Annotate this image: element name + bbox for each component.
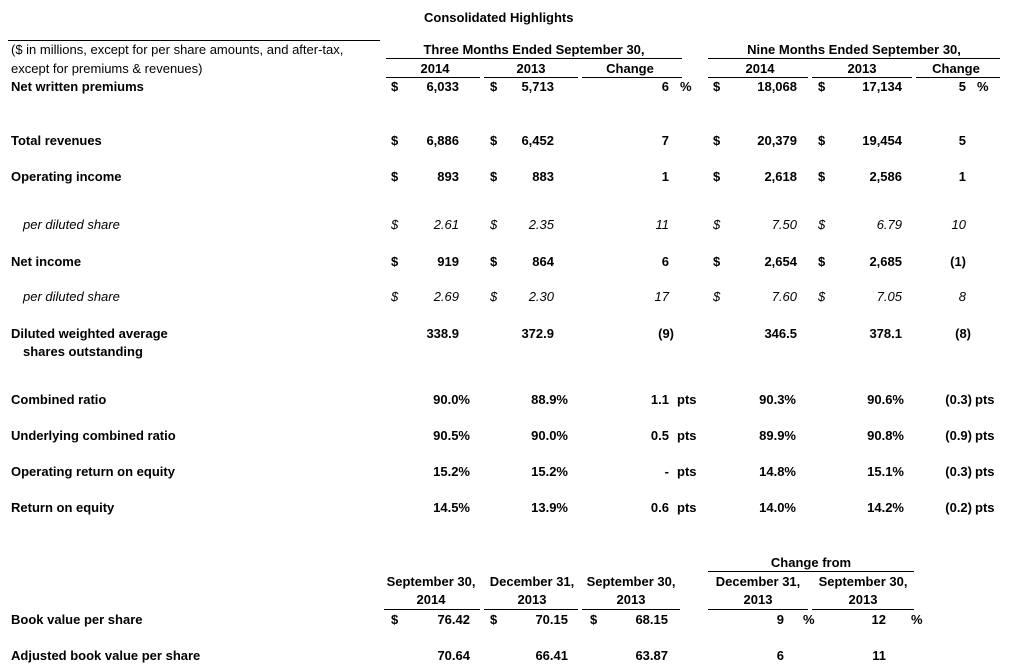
dollar-sign: $ bbox=[818, 169, 826, 184]
dollar-sign: $ bbox=[490, 254, 498, 269]
q-change-value: 11 bbox=[655, 217, 669, 232]
q-change-header: Change bbox=[606, 61, 654, 76]
dollar-sign: $ bbox=[391, 289, 399, 304]
n2014-value: 7.50 bbox=[771, 217, 797, 232]
bv-col2-value: 66.41 bbox=[535, 648, 568, 663]
bv-col5-header: September 30, bbox=[818, 574, 908, 589]
bv-col1-value: 70.64 bbox=[437, 648, 470, 663]
units-note-line2: except for premiums & revenues) bbox=[11, 61, 203, 76]
n2014-value: 20,379 bbox=[757, 133, 797, 148]
bv-col2-header: December 31, bbox=[489, 574, 575, 589]
n-change-value: (0.9) bbox=[945, 428, 972, 443]
bv-col4-year: 2013 bbox=[743, 592, 773, 607]
q2014-value: 2.61 bbox=[433, 217, 459, 232]
dollar-sign: $ bbox=[490, 612, 498, 627]
nine-months-rule bbox=[708, 58, 1000, 59]
q-change-value: 6 bbox=[661, 254, 669, 269]
bv-col2-year: 2013 bbox=[517, 592, 547, 607]
dollar-sign: $ bbox=[490, 217, 498, 232]
pts-unit: pts bbox=[975, 392, 995, 407]
dollar-sign: $ bbox=[391, 254, 399, 269]
units-note-line1: ($ in millions, except for per share amounts, and after-tax, bbox=[11, 42, 344, 57]
dollar-sign: $ bbox=[391, 133, 399, 148]
n-change-value: (0.3) bbox=[945, 464, 972, 479]
row-label: Net written premiums bbox=[11, 79, 144, 94]
bv-change1-value: 6 bbox=[776, 648, 784, 663]
row-label: Combined ratio bbox=[11, 392, 107, 407]
q2013-value: 864 bbox=[532, 254, 554, 269]
n2013-value: 90.8% bbox=[867, 428, 904, 443]
pts-unit: pts bbox=[975, 500, 995, 515]
bv-col1-header: September 30, bbox=[386, 574, 476, 589]
n2013-value: 14.2% bbox=[867, 500, 904, 515]
row-label: Book value per share bbox=[11, 612, 143, 627]
pts-unit: pts bbox=[677, 464, 697, 479]
n2014-value: 90.3% bbox=[759, 392, 796, 407]
n2014-value: 7.60 bbox=[771, 289, 797, 304]
q2014-value: 338.9 bbox=[426, 326, 459, 341]
three-months-header: Three Months Ended September 30, bbox=[423, 42, 645, 57]
bv-change2-value: 11 bbox=[872, 648, 886, 663]
dollar-sign: $ bbox=[713, 217, 721, 232]
q-change-value: 1 bbox=[661, 169, 669, 184]
q2014-value: 6,886 bbox=[426, 133, 459, 148]
n2014-value: 2,618 bbox=[764, 169, 797, 184]
rule-q13 bbox=[484, 77, 578, 78]
q2013-value: 90.0% bbox=[531, 428, 568, 443]
bv-col3-rule bbox=[582, 609, 680, 610]
q2014-value: 90.5% bbox=[433, 428, 470, 443]
n-change-value: (0.2) bbox=[945, 500, 972, 515]
bv-col3-value: 63.87 bbox=[635, 648, 668, 663]
n-2013-header: 2013 bbox=[847, 61, 877, 76]
q-change-value: (9) bbox=[658, 326, 674, 341]
q-change-value: 6 bbox=[661, 79, 669, 94]
dollar-sign: $ bbox=[490, 289, 498, 304]
dollar-sign: $ bbox=[818, 254, 826, 269]
row-label: Underlying combined ratio bbox=[11, 428, 176, 443]
bv-change2-value: 12 bbox=[871, 612, 886, 627]
bv-col3-year: 2013 bbox=[616, 592, 646, 607]
q2014-value: 14.5% bbox=[433, 500, 470, 515]
q2013-value: 2.35 bbox=[528, 217, 554, 232]
q-change-value: 0.6 bbox=[650, 500, 669, 515]
n2014-value: 2,654 bbox=[764, 254, 797, 269]
dollar-sign: $ bbox=[391, 79, 399, 94]
pts-unit: pts bbox=[677, 500, 697, 515]
dollar-sign: $ bbox=[818, 79, 826, 94]
n2013-value: 2,685 bbox=[869, 254, 902, 269]
rule-nc bbox=[916, 77, 1000, 78]
change-from-header: Change from bbox=[770, 555, 852, 570]
pct-sign: % bbox=[911, 612, 923, 627]
bv-col4-header: December 31, bbox=[715, 574, 801, 589]
rule-n14 bbox=[708, 77, 808, 78]
header-rule-left bbox=[8, 40, 380, 41]
n2014-value: 14.0% bbox=[759, 500, 796, 515]
q-change-value: 0.5 bbox=[650, 428, 669, 443]
dollar-sign: $ bbox=[818, 133, 826, 148]
bv-col5-year: 2013 bbox=[848, 592, 878, 607]
rule-qc bbox=[582, 77, 682, 78]
n-change-header: Change bbox=[932, 61, 980, 76]
pts-unit: pts bbox=[975, 464, 995, 479]
row-label: per diluted share bbox=[23, 289, 120, 304]
row-label-continued: shares outstanding bbox=[23, 344, 143, 359]
dollar-sign: $ bbox=[818, 217, 826, 232]
dollar-sign: $ bbox=[490, 79, 498, 94]
q2013-value: 883 bbox=[532, 169, 554, 184]
bv-col3-value: 68.15 bbox=[635, 612, 668, 627]
q2014-value: 6,033 bbox=[426, 79, 459, 94]
q-change-value: 17 bbox=[654, 289, 669, 304]
q-change-value: - bbox=[664, 464, 669, 479]
n2013-value: 19,454 bbox=[862, 133, 902, 148]
bv-col3-header: September 30, bbox=[586, 574, 676, 589]
q2013-value: 6,452 bbox=[521, 133, 554, 148]
q2014-value: 15.2% bbox=[433, 464, 470, 479]
rule-q14 bbox=[386, 77, 480, 78]
row-label: Net income bbox=[11, 254, 82, 269]
q-change-value: 7 bbox=[661, 133, 669, 148]
n2013-value: 378.1 bbox=[869, 326, 902, 341]
rule-n13 bbox=[812, 77, 912, 78]
n2014-value: 346.5 bbox=[764, 326, 797, 341]
row-label: Operating income bbox=[11, 169, 122, 184]
dollar-sign: $ bbox=[391, 169, 399, 184]
n2013-value: 7.05 bbox=[876, 289, 902, 304]
n-change-value: (8) bbox=[955, 326, 971, 341]
q2013-value: 5,713 bbox=[521, 79, 554, 94]
bv-col2-rule bbox=[484, 609, 578, 610]
n2013-value: 15.1% bbox=[867, 464, 904, 479]
q2013-value: 13.9% bbox=[531, 500, 568, 515]
pct-sign: % bbox=[977, 79, 989, 94]
row-label: Diluted weighted average bbox=[11, 326, 168, 341]
n-change-value: 5 bbox=[958, 133, 966, 148]
dollar-sign: $ bbox=[713, 79, 721, 94]
dollar-sign: $ bbox=[713, 133, 721, 148]
q2014-value: 90.0% bbox=[433, 392, 470, 407]
n-change-value: (0.3) bbox=[945, 392, 972, 407]
three-months-rule bbox=[386, 58, 682, 59]
dollar-sign: $ bbox=[391, 612, 399, 627]
bv-col1-year: 2014 bbox=[416, 592, 446, 607]
n-change-value: 8 bbox=[958, 289, 966, 304]
q-change-value: 1.1 bbox=[650, 392, 669, 407]
n2013-value: 6.79 bbox=[876, 217, 902, 232]
q2013-value: 15.2% bbox=[531, 464, 568, 479]
page-title: Consolidated Highlights bbox=[424, 10, 574, 25]
q2013-value: 88.9% bbox=[531, 392, 568, 407]
row-label: Total revenues bbox=[11, 133, 102, 148]
row-label: Return on equity bbox=[11, 500, 115, 515]
q2014-value: 919 bbox=[437, 254, 459, 269]
bv-col2-value: 70.15 bbox=[535, 612, 568, 627]
dollar-sign: $ bbox=[713, 169, 721, 184]
dollar-sign: $ bbox=[391, 217, 399, 232]
n-2014-header: 2014 bbox=[745, 61, 775, 76]
dollar-sign: $ bbox=[713, 254, 721, 269]
dollar-sign: $ bbox=[590, 612, 598, 627]
pts-unit: pts bbox=[975, 428, 995, 443]
row-label: Operating return on equity bbox=[11, 464, 175, 479]
q-2013-header: 2013 bbox=[516, 61, 546, 76]
nine-months-header: Nine Months Ended September 30, bbox=[747, 42, 961, 57]
row-label: per diluted share bbox=[23, 217, 120, 232]
q2013-value: 372.9 bbox=[521, 326, 554, 341]
dollar-sign: $ bbox=[490, 169, 498, 184]
pct-sign: % bbox=[803, 612, 815, 627]
change-from-rule bbox=[708, 571, 914, 572]
pts-unit: pts bbox=[677, 392, 697, 407]
pts-unit: pts bbox=[677, 428, 697, 443]
row-label: Adjusted book value per share bbox=[11, 648, 201, 663]
n-change-value: 5 bbox=[958, 79, 966, 94]
n-change-value: (1) bbox=[950, 254, 966, 269]
bv-change1-value: 9 bbox=[776, 612, 784, 627]
n2013-value: 2,586 bbox=[869, 169, 902, 184]
dollar-sign: $ bbox=[490, 133, 498, 148]
pct-sign: % bbox=[680, 79, 692, 94]
n2013-value: 90.6% bbox=[867, 392, 904, 407]
n-change-value: 10 bbox=[951, 217, 966, 232]
bv-col1-rule bbox=[384, 609, 480, 610]
bv-col1-value: 76.42 bbox=[437, 612, 470, 627]
q2014-value: 893 bbox=[437, 169, 459, 184]
n2014-value: 18,068 bbox=[757, 79, 797, 94]
bv-col4-rule bbox=[708, 609, 808, 610]
q2014-value: 2.69 bbox=[433, 289, 459, 304]
q-2014-header: 2014 bbox=[420, 61, 450, 76]
dollar-sign: $ bbox=[818, 289, 826, 304]
bv-col5-rule bbox=[812, 609, 914, 610]
n-change-value: 1 bbox=[958, 169, 966, 184]
n2014-value: 89.9% bbox=[759, 428, 796, 443]
n2013-value: 17,134 bbox=[862, 79, 902, 94]
n2014-value: 14.8% bbox=[759, 464, 796, 479]
q2013-value: 2.30 bbox=[528, 289, 554, 304]
dollar-sign: $ bbox=[713, 289, 721, 304]
